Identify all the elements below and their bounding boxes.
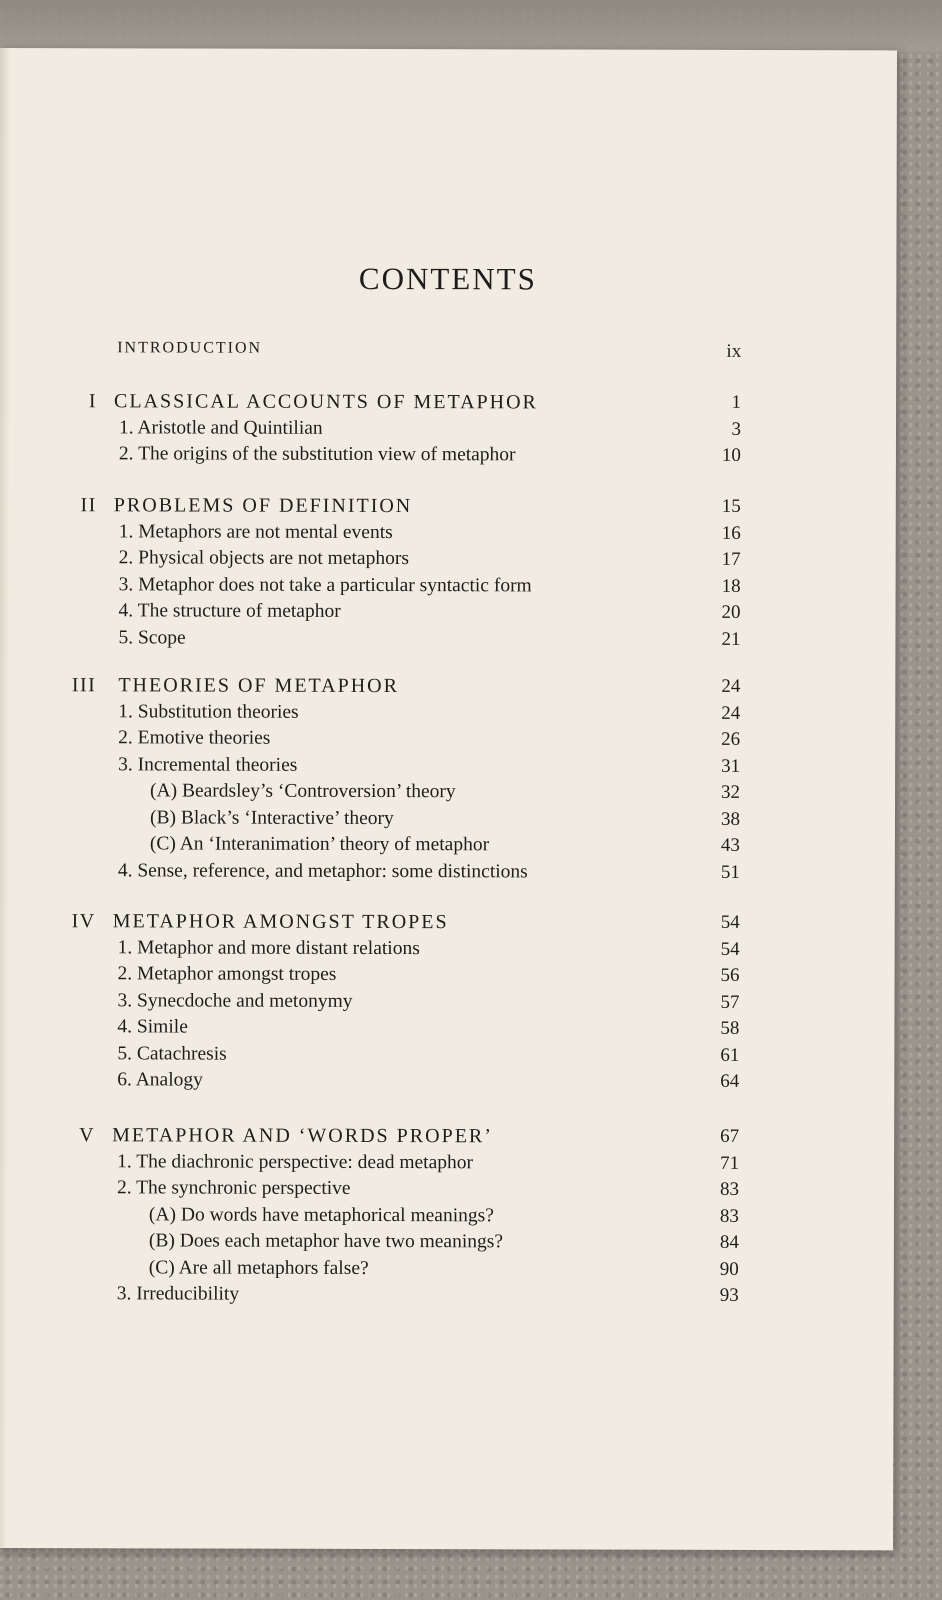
toc-entry bbox=[0, 700, 895, 730]
part-numeral: V bbox=[79, 1124, 96, 1147]
toc-entry bbox=[0, 1177, 894, 1207]
entry-label: 2. Physical objects are not metaphors bbox=[118, 547, 409, 570]
entry-page: 58 bbox=[720, 1017, 740, 1039]
entry-page: 51 bbox=[720, 861, 740, 883]
part-title: CLASSICAL ACCOUNTS OF METAPHOR bbox=[114, 390, 538, 414]
entry-label: 5. Catachresis bbox=[117, 1042, 227, 1065]
toc-entry bbox=[0, 520, 896, 550]
background-carpet bbox=[0, 0, 942, 52]
entry-label: 6. Analogy bbox=[117, 1069, 203, 1091]
part-page: 1 bbox=[731, 391, 742, 413]
entry-label: 4. Sense, reference, and metaphor: some distinctions bbox=[117, 859, 528, 882]
entry-label: (C) An ‘Interanimation’ theory of metaphor bbox=[149, 833, 490, 856]
part-numeral: III bbox=[71, 674, 97, 697]
entry-label: 3. Synecdoche and metonymy bbox=[117, 989, 353, 1012]
entry-label: 4. Simile bbox=[117, 1016, 188, 1038]
toc-entry bbox=[0, 600, 896, 630]
introduction-page: ix bbox=[726, 340, 742, 362]
toc-entry bbox=[0, 727, 895, 757]
entry-label: 2. The origins of the substitution view of metaphor bbox=[118, 443, 516, 466]
introduction-title: INTRODUCTION bbox=[117, 339, 263, 357]
entry-label: (B) Black’s ‘Interactive’ theory bbox=[149, 806, 394, 829]
entry-page: 43 bbox=[720, 834, 740, 856]
toc-entry bbox=[0, 573, 896, 603]
entry-page: 83 bbox=[719, 1178, 740, 1200]
part-page: 15 bbox=[721, 495, 741, 517]
entry-page: 57 bbox=[720, 991, 740, 1013]
toc-entry bbox=[0, 443, 896, 473]
entry-label: (B) Does each metaphor have two meanings? bbox=[148, 1230, 504, 1253]
part-numeral: IV bbox=[71, 910, 96, 933]
entry-page: 24 bbox=[721, 702, 741, 724]
entry-label: (A) Beardsley’s ‘Controversion’ theory bbox=[150, 780, 456, 803]
entry-page: 16 bbox=[721, 522, 741, 544]
part-title: THEORIES OF METAPHOR bbox=[118, 674, 400, 698]
entry-page: 18 bbox=[721, 575, 741, 597]
entry-page: 56 bbox=[720, 964, 740, 986]
entry-label: 4. The structure of metaphor bbox=[118, 600, 341, 622]
part-heading bbox=[0, 674, 895, 704]
entry-label: 1. The diachronic perspective: dead metaphor bbox=[117, 1150, 474, 1173]
part-numeral: II bbox=[80, 494, 97, 517]
toc-entry bbox=[0, 859, 895, 889]
entry-label: (A) Do words have metaphorical meanings? bbox=[148, 1203, 494, 1226]
entry-page: 64 bbox=[720, 1070, 740, 1092]
toc-entry bbox=[0, 989, 895, 1019]
table-of-contents bbox=[0, 48, 897, 1550]
toc-entry bbox=[0, 806, 895, 836]
entry-label: 3. Incremental theories bbox=[118, 753, 298, 776]
toc-entry bbox=[0, 1230, 894, 1260]
entry-label: 1. Aristotle and Quintilian bbox=[118, 416, 323, 439]
toc-entry bbox=[0, 1150, 894, 1180]
toc-entry bbox=[0, 1016, 894, 1046]
entry-page: 90 bbox=[719, 1258, 739, 1280]
part-page: 67 bbox=[720, 1125, 740, 1147]
entry-page: 31 bbox=[721, 755, 741, 777]
toc-entry bbox=[0, 963, 895, 993]
entry-page: 93 bbox=[719, 1284, 739, 1306]
entry-label: 3. Irreducibility bbox=[116, 1283, 240, 1305]
toc-entry bbox=[0, 547, 896, 577]
entry-label: 1. Metaphor and more distant relations bbox=[117, 936, 420, 959]
part-title: METAPHOR AND ‘WORDS PROPER’ bbox=[112, 1124, 493, 1148]
entry-page: 83 bbox=[719, 1205, 739, 1227]
toc-entry bbox=[0, 416, 896, 446]
entry-label: 2. The synchronic perspective bbox=[116, 1177, 351, 1199]
entry-label: 2. Emotive theories bbox=[118, 727, 271, 749]
part-page: 24 bbox=[721, 675, 741, 697]
toc-entry bbox=[0, 1256, 894, 1286]
entry-label: 5. Scope bbox=[118, 626, 186, 648]
entry-page: 32 bbox=[721, 781, 741, 803]
entry-page: 17 bbox=[721, 548, 741, 570]
entry-label: 3. Metaphor does not take a particular syntactic form bbox=[118, 573, 532, 596]
toc-entry bbox=[0, 780, 895, 810]
part-heading bbox=[0, 390, 896, 420]
entry-page: 10 bbox=[721, 444, 741, 466]
entry-label: 2. Metaphor amongst tropes bbox=[117, 963, 337, 985]
entry-page: 61 bbox=[720, 1044, 740, 1066]
part-title: METAPHOR AMONGST TROPES bbox=[112, 910, 449, 934]
toc-entry bbox=[0, 753, 895, 783]
entry-page: 84 bbox=[719, 1231, 739, 1253]
entry-label: (C) Are all metaphors false? bbox=[148, 1256, 369, 1279]
entry-page: 3 bbox=[731, 418, 742, 440]
part-heading bbox=[0, 494, 896, 524]
part-page: 54 bbox=[720, 911, 740, 933]
toc-entry bbox=[0, 936, 895, 966]
toc-entry bbox=[0, 626, 895, 656]
part-title: PROBLEMS OF DEFINITION bbox=[113, 494, 413, 518]
book-page bbox=[0, 48, 897, 1550]
entry-page: 54 bbox=[720, 938, 740, 960]
part-heading bbox=[0, 1124, 894, 1154]
page-title: CONTENTS bbox=[358, 260, 537, 297]
toc-row-introduction bbox=[0, 339, 896, 369]
entry-label: 1. Metaphors are not mental events bbox=[118, 520, 393, 543]
entry-page: 71 bbox=[720, 1152, 740, 1174]
toc-entry bbox=[0, 1069, 894, 1099]
toc-entry bbox=[0, 1203, 894, 1233]
part-heading bbox=[0, 910, 895, 940]
entry-page: 21 bbox=[721, 628, 741, 650]
entry-page: 26 bbox=[721, 728, 741, 750]
toc-entry bbox=[0, 1283, 894, 1313]
entry-page: 38 bbox=[720, 808, 741, 830]
entry-page: 20 bbox=[721, 601, 741, 623]
toc-entry bbox=[0, 1042, 894, 1072]
entry-label: 1. Substitution theories bbox=[118, 700, 299, 723]
toc-entry bbox=[0, 833, 895, 863]
part-numeral: I bbox=[88, 390, 98, 413]
